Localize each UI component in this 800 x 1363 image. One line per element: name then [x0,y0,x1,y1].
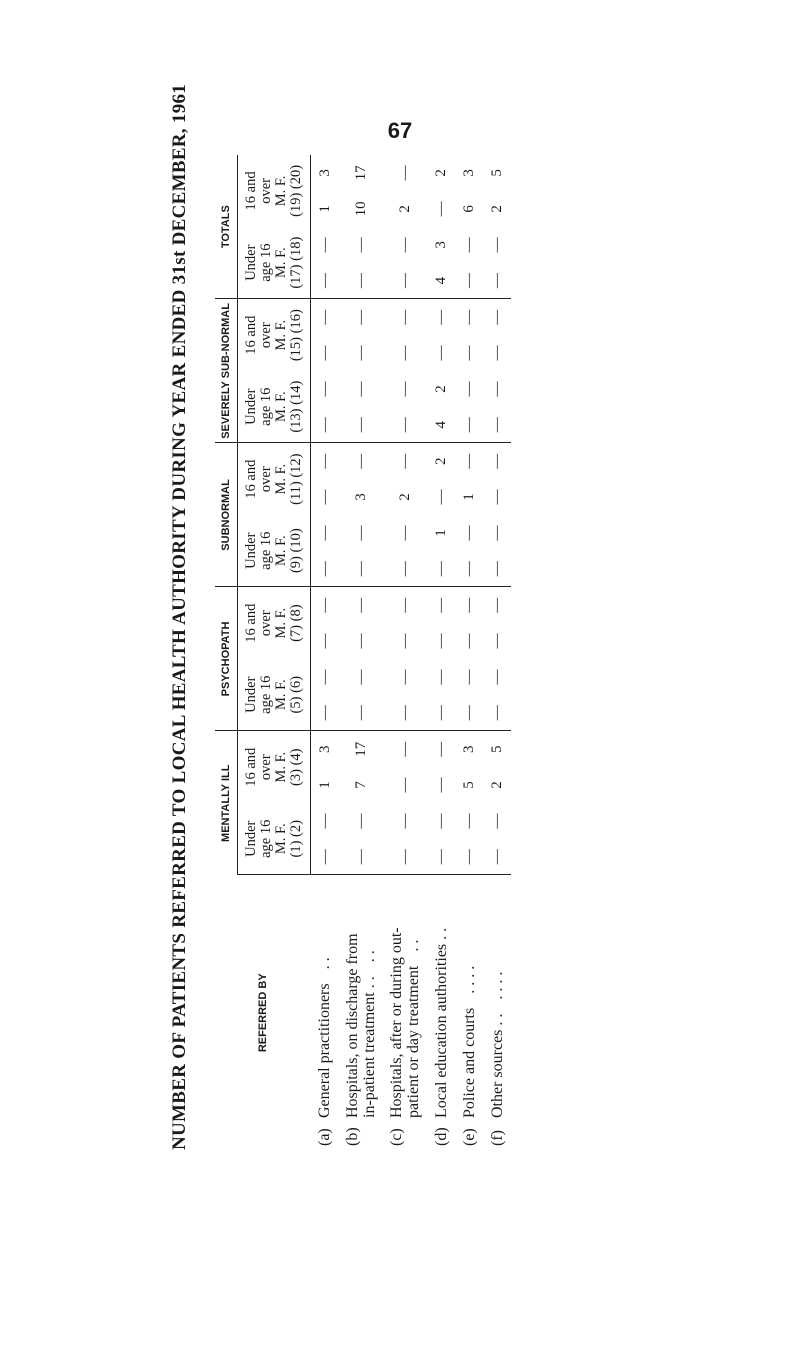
table-cell: 6 [460,205,477,213]
subgroup-header-line: M. F. [273,679,289,711]
table-cell: — [488,453,505,469]
subgroup-header-line: 16 and [243,603,259,643]
subgroup-header-line: (19) (20) [288,164,304,217]
table-row [339,155,383,1150]
subgroup-header-line: age 16 [258,531,274,570]
page-number: 67 [387,118,413,143]
subgroup-header-line: Under [243,244,259,281]
table-cell: — [455,407,483,443]
subgroup-header-line: (11) (12) [288,453,304,505]
table-cell: — [460,381,477,397]
subgroup-header-line: over [258,466,274,493]
table-cell: — [455,839,483,875]
table-cell: — [316,597,333,613]
table-cell: 2 [432,385,449,393]
table-cell: — [460,453,477,469]
table-cell: — [311,839,340,875]
table-cell: — [311,407,340,443]
row-leader-dots: . . [405,939,422,952]
table-cell: — [396,381,413,397]
table-cell: 3 [460,169,477,177]
table-cell: — [383,407,427,443]
table-cell: — [483,263,511,299]
group-header-totals: TOTALS [215,155,238,299]
table-cell: — [432,345,449,361]
table-cell: 3 [316,745,333,753]
group-header-mentally-ill: MENTALLY ILL [215,731,238,875]
table-cell: — [396,525,413,541]
table-cell: 3 [352,493,369,501]
subgroup-header [238,803,311,875]
table-cell: — [396,237,413,253]
table-row [311,155,340,1150]
table-cell: 17 [352,741,369,757]
row-label-text: Other sources . . [488,1013,506,1118]
subgroup-header-line: (5) (6) [288,675,304,714]
table-cell: — [396,633,413,649]
subgroup-header [238,659,311,731]
table-cell: — [316,669,333,685]
row-label-text-continued: patient or day treatment [405,965,422,1118]
table-cell: — [460,525,477,541]
table-cell: — [339,263,383,299]
subgroup-header-line: (13) (14) [288,380,304,433]
table-cell: — [316,345,333,361]
referrals-table [215,155,511,1150]
table-cell: — [339,695,383,731]
table-cell: — [455,695,483,731]
table-cell: 1 [316,781,333,789]
subgroup-header-line: Under [243,820,259,857]
table-cell: — [460,237,477,253]
subgroup-header-line: (1) (2) [288,820,304,858]
row-label [483,875,511,1150]
table-cell: 5 [488,169,505,177]
table-cell: 7 [352,781,369,789]
table-cell: — [460,309,477,325]
subgroup-header-line: 16 and [243,171,259,211]
row-label-text: Hospitals, after or during out- [388,927,405,1118]
table-cell: — [455,551,483,587]
table-cell: — [352,381,369,397]
table-cell: — [488,345,505,361]
table-cell: 4 [427,407,455,443]
table-cell: — [488,525,505,541]
subgroup-header-line: M. F. [273,823,289,855]
table-cell: 3 [316,169,333,177]
table-cell: — [432,309,449,325]
table-cell: — [316,309,333,325]
row-letter: (f) [488,1130,506,1146]
subgroup-header [238,299,311,371]
table-row [383,155,427,1150]
table-cell: 2 [396,493,413,501]
table-cell: — [352,633,369,649]
table-cell: — [316,813,333,829]
subgroup-header [238,371,311,443]
subgroup-header-line: (3) (4) [288,748,304,786]
subgroup-header-line: over [258,322,274,349]
table-cell: — [427,551,455,587]
subgroup-header-line: Under [243,676,259,713]
table-row [455,155,483,1150]
table-cell: — [460,813,477,829]
table-cell: — [488,597,505,613]
table-cell: — [432,597,449,613]
row-leader-dots: . . . . [460,965,478,994]
table-cell: — [316,453,333,469]
table-cell: — [383,695,427,731]
row-letter: (d) [432,1127,450,1146]
table-cell: — [311,551,340,587]
table-cell: 1 [316,205,333,213]
table-cell: 2 [488,781,505,789]
table-cell: 17 [352,165,369,181]
subgroup-header-line: (17) (18) [288,236,304,289]
table-cell: — [460,597,477,613]
subgroup-header-line: Under [243,532,259,569]
table-cell: — [339,551,383,587]
row-letter: (b) [344,1127,361,1146]
table-cell: — [352,309,369,325]
table-row [483,155,511,1150]
table-cell: 10 [352,201,369,217]
table-cell: — [432,201,449,217]
table-cell: — [488,381,505,397]
table-cell: — [383,839,427,875]
subgroup-header-line: 16 and [243,747,259,787]
table-cell: — [488,309,505,325]
table-cell: — [352,345,369,361]
referred-by-header: REFERRED BY [256,973,269,1053]
table-cell: — [483,695,511,731]
table-cell: — [460,633,477,649]
row-label [311,875,340,1150]
table-cell: — [339,839,383,875]
subgroup-header-line: age 16 [258,675,274,714]
table-cell: 2 [432,457,449,465]
table-cell: — [352,453,369,469]
subgroup-header [238,515,311,587]
document-title: NUMBER OF PATIENTS REFERRED TO LOCAL HEALTH AUTHORITY DURING YEAR ENDED 31st DECEMBER, 1961 [169,83,190,1150]
row-leader-dots: . . [361,950,378,963]
table-cell: — [352,813,369,829]
subgroup-header-line: age 16 [258,819,274,858]
table-cell: — [455,263,483,299]
table-cell: — [488,237,505,253]
subgroup-header-line: 16 and [243,315,259,355]
table-cell: 2 [488,205,505,213]
table-cell: 3 [432,241,449,249]
subgroup-header-line: 16 and [243,459,259,499]
table-cell: — [460,669,477,685]
row-label-text: Local education authorities . . [432,927,450,1118]
row-letter: (c) [388,1128,405,1146]
table-cell: — [483,407,511,443]
table-cell: — [432,669,449,685]
table-cell: — [316,381,333,397]
table-cell: — [316,525,333,541]
table-cell: 1 [432,529,449,537]
table-cell: — [432,489,449,505]
subgroup-header-line: M. F. [273,463,289,495]
subgroup-header-line: M. F. [273,319,289,351]
table-cell: 5 [460,781,477,789]
table-cell: 5 [488,745,505,753]
subgroup-header [238,587,311,659]
row-leader-dots: . . . . [488,971,506,1000]
subgroup-header-line: over [258,754,274,781]
table-cell: — [311,695,340,731]
table-cell: 4 [427,263,455,299]
table-cell: — [352,237,369,253]
subgroup-header-line: M. F. [273,607,289,639]
group-header-subnormal: SUBNORMAL [215,443,238,587]
table-cell: — [352,669,369,685]
subgroup-header-line: over [258,610,274,637]
subgroup-header-line: (15) (16) [288,309,304,362]
row-leader-dots: . . [316,957,334,970]
subgroup-header-line: over [258,178,274,204]
table-cell: 2 [432,169,449,177]
subgroup-header-line: M. F. [273,247,289,279]
subgroup-header-line: (9) (10) [288,528,304,574]
table-cell: — [427,695,455,731]
table-cell: — [432,633,449,649]
table-cell: — [483,551,511,587]
subgroup-header-line: M. F. [273,175,289,207]
table-cell: — [396,669,413,685]
row-label-text: Hospitals, on discharge from [344,933,361,1118]
subgroup-header-line: age 16 [258,243,274,282]
row-label-text: Police and courts [460,1007,478,1118]
table-cell: — [383,551,427,587]
row-label-text-continued: in-patient treatment . . [361,976,378,1118]
table-cell: — [396,777,413,793]
table-cell: — [383,263,427,299]
table-cell: — [352,597,369,613]
table-cell: 2 [396,205,413,213]
subgroup-header [238,731,311,803]
subgroup-header [238,155,311,227]
row-label [383,875,427,1150]
table-cell: — [488,489,505,505]
subgroup-header [238,227,311,299]
table-cell: 3 [460,745,477,753]
subgroup-header-line: Under [243,388,259,425]
subgroup-header-line: age 16 [258,387,274,426]
table-cell: — [488,669,505,685]
subgroup-header-line: (7) (8) [288,604,304,642]
table-row [427,155,455,1150]
subgroup-header-line: M. F. [273,391,289,423]
table-cell: — [483,839,511,875]
table-cell: — [432,777,449,793]
table-cell: — [316,633,333,649]
table-cell: — [427,839,455,875]
table-cell: — [488,813,505,829]
table-cell: — [396,165,413,181]
group-header-severely-subnormal: SEVERELY SUB-NORMAL [215,299,238,443]
table-cell: — [396,741,413,757]
row-label [427,875,455,1150]
row-label-text: General practitioners [316,983,334,1118]
group-header-psychopath: PSYCHOPATH [215,587,238,731]
table-cell: — [352,525,369,541]
table-cell: — [339,407,383,443]
subgroup-header-line: M. F. [273,535,289,567]
table-cell: — [432,741,449,757]
table-cell: — [460,345,477,361]
row-letter: (a) [316,1128,334,1146]
row-letter: (e) [460,1128,478,1146]
subgroup-header [238,443,311,515]
table-cell: — [316,237,333,253]
table-cell: 1 [460,493,477,501]
row-label [455,875,483,1150]
table-cell: — [396,597,413,613]
table-cell: — [316,489,333,505]
table-cell: — [396,345,413,361]
table-cell: — [396,453,413,469]
row-label [339,875,383,1150]
table-cell: — [488,633,505,649]
table-cell: — [396,309,413,325]
table-cell: — [396,813,413,829]
subgroup-header-line: M. F. [273,751,289,783]
table-cell: — [311,263,340,299]
table-cell: — [432,813,449,829]
